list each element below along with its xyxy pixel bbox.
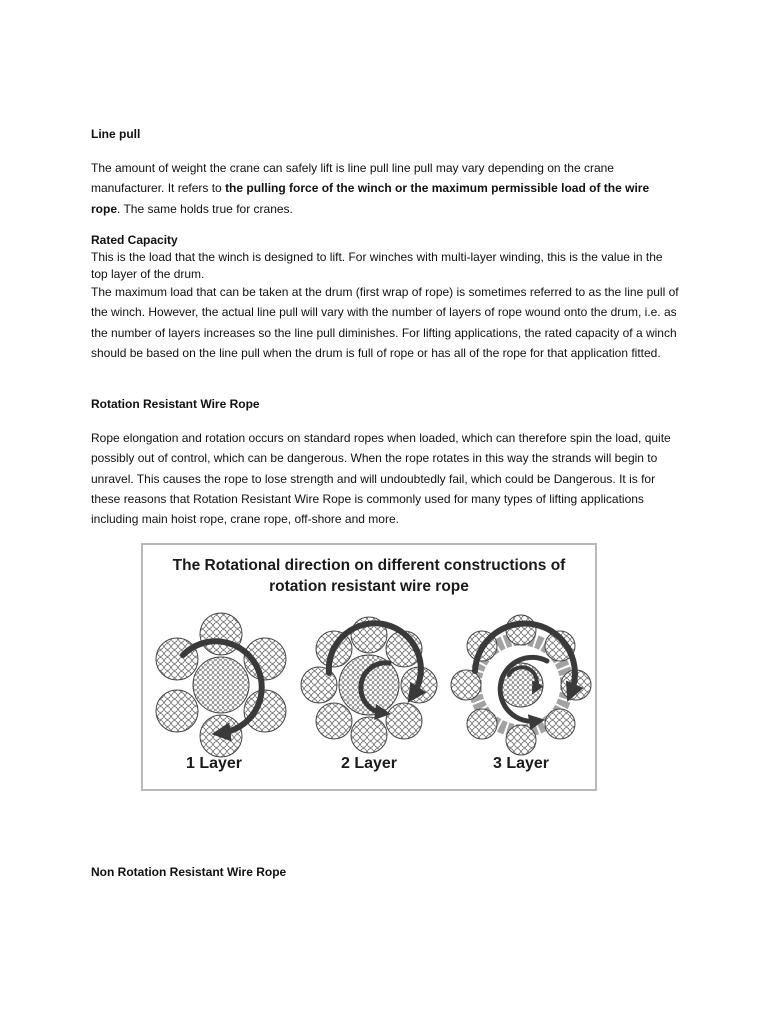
figure-title-line1: The Rotational direction on different constructions of (172, 557, 566, 574)
rope-3-layer-icon (451, 615, 591, 755)
heading-line-pull: Line pull (91, 127, 141, 141)
rope-cross-sections-illustration (143, 545, 595, 789)
layer-label-1: 1 Layer (185, 755, 243, 772)
heading-rated-capacity: Rated Capacity (91, 233, 178, 247)
layer-label-3: 3 Layer (492, 755, 550, 772)
layer-label-2: 2 Layer (340, 755, 398, 772)
para-rated-capacity-1: This is the load that the winch is designed to lift. For winches with multi-layer winding, this is the value in the top layer of the drum. (91, 250, 663, 281)
rope-rotation-figure (141, 543, 597, 791)
para-rotation-resistant: Rope elongation and rotation occurs on standard ropes when loaded, which can therefore spin the load, quite possibly out of control, which can be dangerous. When the rope rotates in this way the strands will begin to unravel. This causes the rope to lose strength and will undoubtedly fail, which could be Dangerous. It is for these reasons that Rotation Resistant Wire Rope is commonly used for many types of lifting applications including main hoist rope, crane rope, off-shore and more. (91, 431, 671, 527)
para-rated-capacity-2: The maximum load that can be taken at the drum (first wrap of rope) is sometimes referred to as the line pull of the winch. However, the actual line pull will vary with the number of layers of rope wound onto the drum, i.e. as the number of layers increases so the line pull diminishes. For lifting applications, the rated capacity of a winch should be based on the line pull when the drum is full of rope or has all of the rope for that application fitted. (91, 285, 679, 360)
para-line-pull-text-1: The amount of weight the crane can safely lift is line pull line pull may vary depending on the crane manufacturer. It refers to (91, 161, 614, 196)
para-line-pull (91, 158, 681, 219)
heading-non-rotation-resistant: Non Rotation Resistant Wire Rope (91, 865, 287, 879)
heading-rotation-resistant: Rotation Resistant Wire Rope (91, 397, 260, 411)
para-line-pull-text-2: . The same holds true for cranes. (117, 201, 293, 216)
rope-1-layer-icon (156, 613, 286, 757)
rope-2-layer-icon (301, 617, 437, 753)
figure-title-line2: rotation resistant wire rope (269, 578, 469, 595)
para-line-pull-bold: the pulling force of the winch or the maximum permissible load of the wire rope (91, 181, 650, 216)
